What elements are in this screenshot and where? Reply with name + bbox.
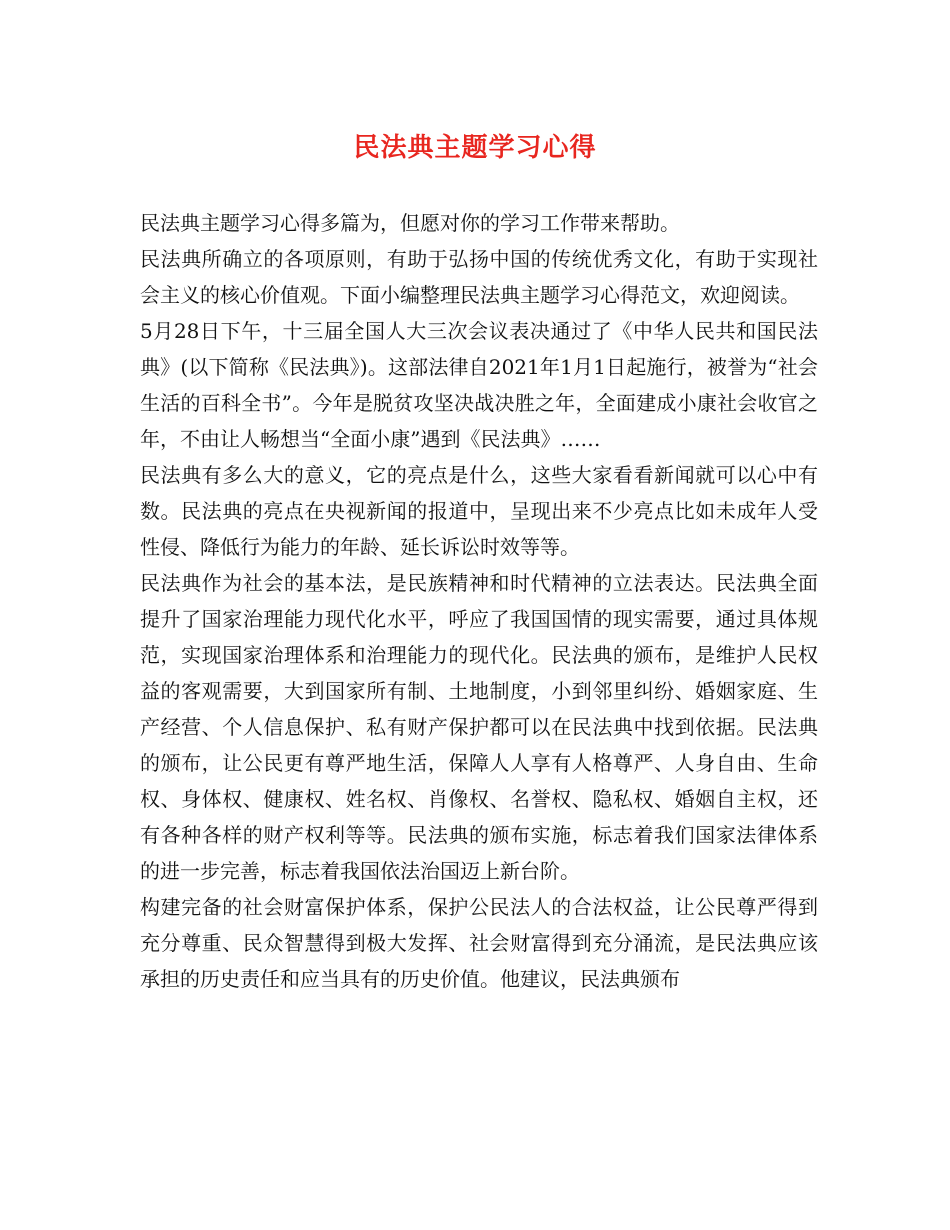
paragraph-highlights: 民法典有多么大的意义，它的亮点是什么，这些大家看看新闻就可以心中有数。民法典的亮点在央视新闻的报道中，呈现出来不少亮点比如未成年人受性侵、降低行为能力的年龄、延长诉讼时效等等。 [140,463,818,559]
paragraph-protection: 构建完备的社会财富保护体系，保护公民法人的合法权益，让公民尊严得到充分尊重、民众智慧得到极大发挥、社会财富得到充分涌流，是民法典应该承担的历史责任和应当具有的历史价值。他建议，民法典颁布 [140,895,818,991]
paragraph-principles: 民法典所确立的各项原则，有助于弘扬中国的传统优秀文化，有助于实现社会主义的核心价值观。下面小编整理民法典主题学习心得范文，欢迎阅读。 [140,247,818,307]
document-title: 民法典主题学习心得 [353,133,597,163]
paragraph-significance: 民法典作为社会的基本法，是民族精神和时代精神的立法表达。民法典全面提升了国家治理能力现代化水平，呼应了我国国情的现实需要，通过具体规范，实现国家治理体系和治理能力的现代化。民法典的颁布，是维护人民权益的客观需要，大到国家所有制、土地制度，小到邻里纠纷、婚姻家庭、生产经营、个人信息保护、私有财产保护都可以在民法典中找到依据。民法典的颁布，让公民更有尊严地生活，保障人人享有人格尊严、人身自由、生命权、身体权、健康权、姓名权、肖像权、名誉权、隐私权、婚姻自主权，还有各种各样的财产权利等等。民法典的颁布实施，标志着我们国家法律体系的进一步完善，标志着我国依法治国迈上新台阶。 [140,571,818,883]
document-body [140,205,818,997]
paragraph-adoption: 5月28日下午，十三届全国人大三次会议表决通过了《中华人民共和国民法典》(以下简称《民法典》)。这部法律自2021年1月1日起施行，被誉为“社会生活的百科全书”。今年是脱贫攻坚决战决胜之年，全面建成小康社会收官之年，不由让人畅想当“全面小康”遇到《民法典》…… [140,319,818,451]
paragraph-intro: 民法典主题学习心得多篇为，但愿对你的学习工作带来帮助。 [140,211,680,235]
